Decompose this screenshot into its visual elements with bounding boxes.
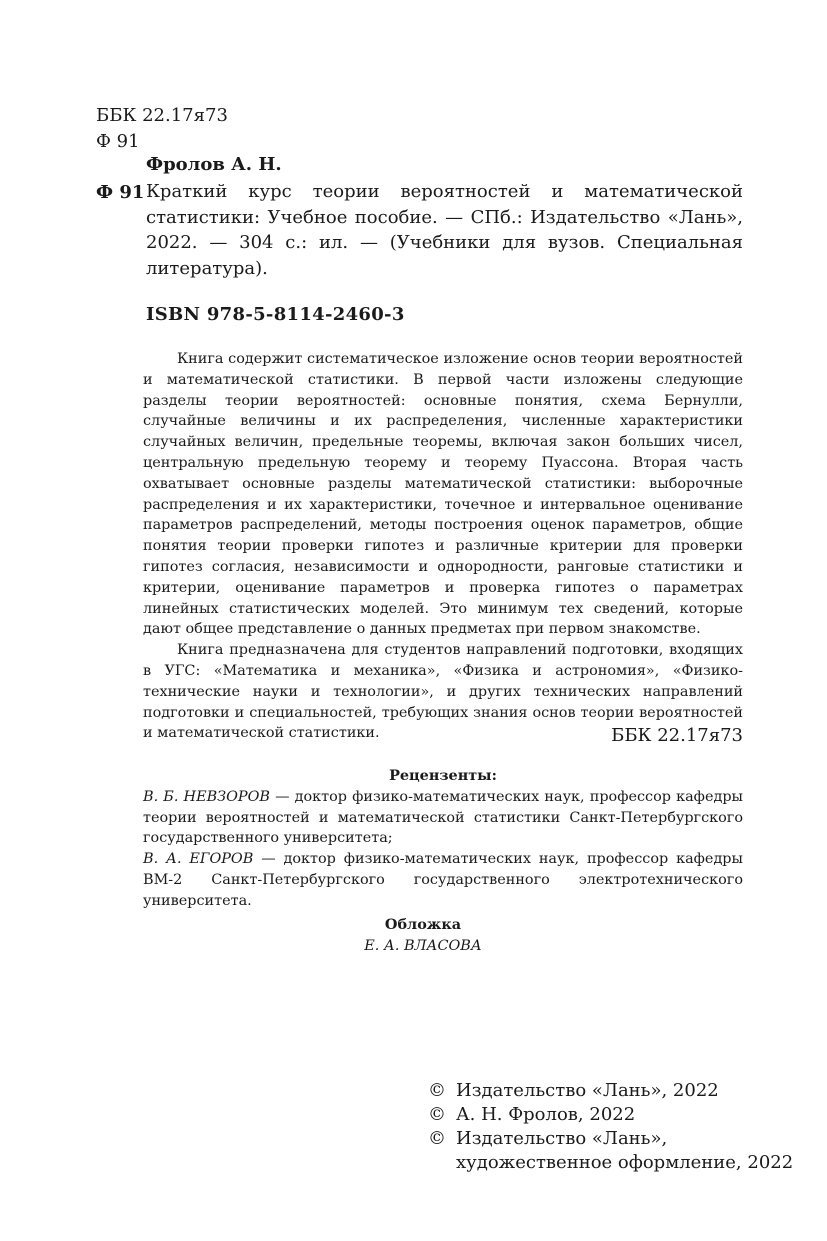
reviewers-title: Рецензенты: [389, 767, 497, 784]
annotation-paragraph: Книга содержит систематическое изложение основ теории вероятностей и математической статистики. В первой части изложены следующие разделы теории вероятностей: основные понятия, схема Бернулли, случайные величины и их распределения, численные характеристики случайных величин, предельные теоремы, включая закон больших чисел, центральную предельную теорему и теорему Пуассона. Вторая часть охватывает основные разделы математической статистики: выборочные распределения и их характеристики, точечное и интервальное оценивание параметров распределений, методы построения оценок параметров, общие понятия теории проверки гипотез и различные критерии для проверки гипотез согласия, независимости и однородности, ранговые статистики и критерии, оценивание параметров и проверка гипотез о параметрах линейных статистических моделей. Это минимум тех сведений, которые дают общее представление о данных предметах при первом знакомстве. [143, 351, 743, 638]
copyright-text: Издательство «Лань», [456, 1128, 668, 1149]
copyright-text: А. Н. Фролов, 2022 [456, 1104, 636, 1125]
reviewer-entry [143, 787, 743, 849]
bibliographic-description: Краткий курс теории вероятностей и математической статистики: Учебное пособие. — СПб.: Издательство «Лань», 2022. — 304 с.: ил. — (Учебники для вузов. Специальная литература). [146, 181, 743, 279]
author-code-bold: Ф 91 [96, 182, 145, 203]
copyright-icon: © [428, 1104, 446, 1125]
reviewer-name: В. Б. НЕВЗОРОВ [143, 788, 270, 805]
author-code: Ф 91 [96, 131, 140, 152]
author-name: Фролов А. Н. [146, 154, 282, 175]
copyright-text: Издательство «Лань», 2022 [456, 1080, 719, 1101]
isbn: ISBN 978-5-8114-2460-3 [146, 304, 405, 325]
annotation-paragraph: Книга предназначена для студентов направлений подготовки, входящих в УГС: «Математика и механика», «Физика и астрономия», «Физико-технические науки и технологии», и других технических направлений подготовки и специальностей, требующих знания основ теории вероятностей и математической статистики. [143, 642, 743, 742]
annotation [143, 349, 743, 744]
bbk-classification-right: ББК 22.17я73 [611, 725, 743, 746]
cover-credit [143, 915, 703, 957]
cover-designer: Е. А. ВЛАСОВА [364, 937, 482, 954]
reviewers-section [143, 766, 743, 912]
bbk-classification: ББК 22.17я73 [96, 105, 228, 126]
reviewer-description: — доктор физико-математических наук, профессор кафедры теории вероятностей и математической статистики Санкт-Петербургского государственного университета; [143, 788, 743, 847]
cover-title: Обложка [384, 916, 462, 933]
reviewer-entry [143, 849, 743, 911]
copyright-text: художественное оформление, 2022 [456, 1152, 794, 1173]
copyright-line [428, 1103, 768, 1127]
copyright-icon: © [428, 1080, 446, 1101]
copyright-block [428, 1079, 794, 1175]
copyright-icon: © [428, 1128, 446, 1149]
copyright-line [428, 1127, 768, 1151]
copyright-line [428, 1079, 768, 1103]
copyright-line [428, 1151, 794, 1175]
reviewer-name: В. А. ЕГОРОВ [143, 851, 254, 868]
reviewer-description: — доктор физико-математических наук, профессор кафедры ВМ-2 Санкт-Петербургского государственного электротехнического университета. [143, 851, 743, 909]
